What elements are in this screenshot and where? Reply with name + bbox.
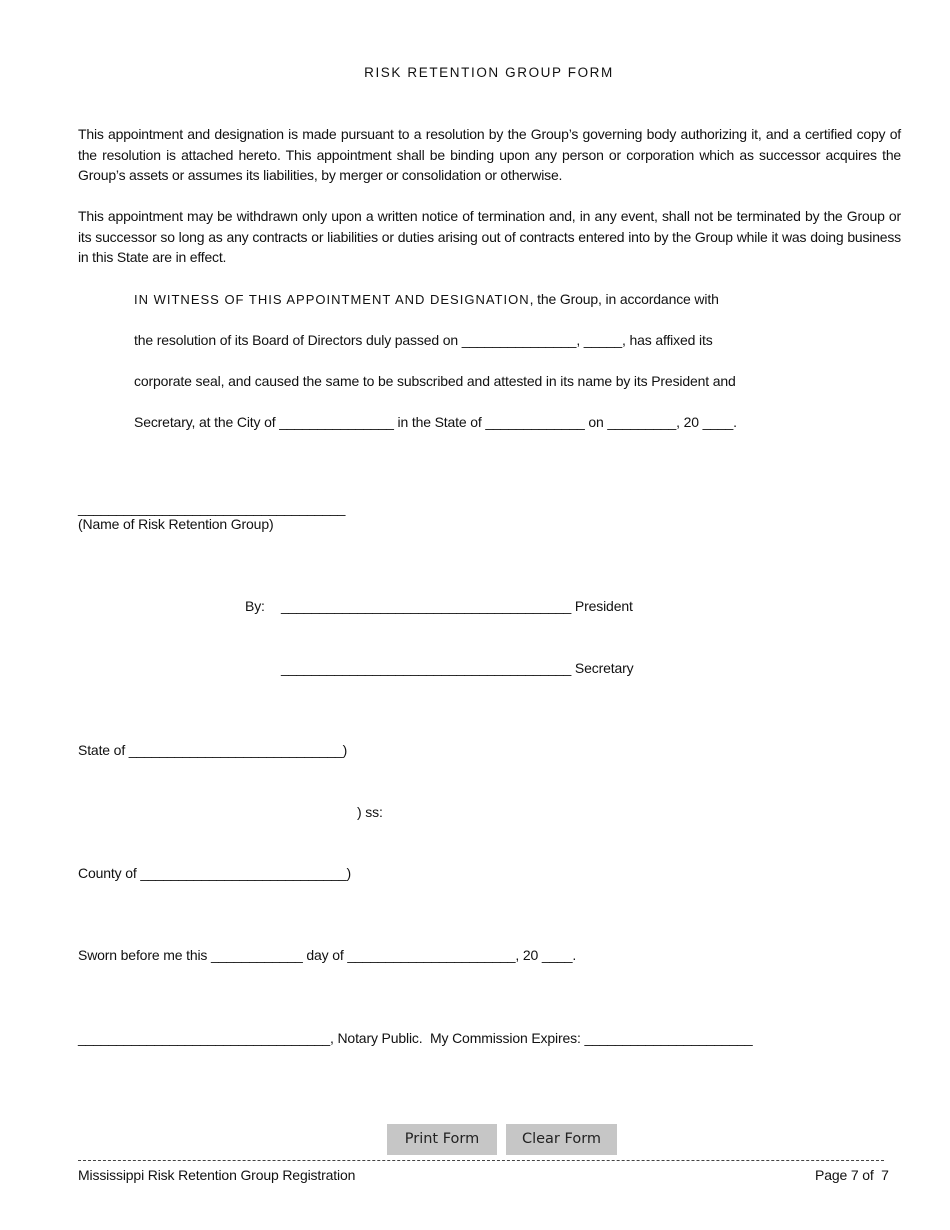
witness-line-1: [134, 290, 719, 309]
paragraph-withdrawal-terms: This appointment may be withdrawn only upon a written notice of termination and, in any event, shall not be terminated by the Group or its successor so long as any contracts or liabilities or duties arising out of contracts entered into by the Group while it was doing business in this State are in effect.: [78, 208, 901, 265]
sworn-before-line: Sworn before me this ____________ day of ______________________, 20 ____.: [78, 947, 577, 963]
president-signature-line: ______________________________________ President: [281, 598, 633, 614]
witness-line-1-rest: , the Group, in accordance with: [529, 291, 719, 307]
group-name-label: (Name of Risk Retention Group): [78, 516, 274, 532]
paragraph-appointment-basis: This appointment and designation is made pursuant to a resolution by the Group’s governing body authorizing it, and a certified copy of the resolution is attached hereto. This appointment shall be binding upon any person or corporation which as successor acquires the Group’s assets or assumes its liabilities, by merger or consolidation or otherwise.: [78, 126, 901, 183]
witness-line-3: corporate seal, and caused the same to be subscribed and attested in its name by its President and: [134, 373, 736, 389]
form-title: RISK RETENTION GROUP FORM: [364, 65, 614, 80]
notary-line: _________________________________, Notary Public. My Commission Expires: ______________________: [78, 1030, 753, 1046]
print-form-button[interactable]: Print Form: [387, 1124, 497, 1155]
footer-page-number: Page 7 of 7: [815, 1167, 889, 1183]
clear-form-button[interactable]: Clear Form: [506, 1124, 617, 1155]
witness-line-2: the resolution of its Board of Directors duly passed on _______________, _____, has affixed its: [134, 332, 713, 348]
by-label: By:: [245, 598, 265, 614]
state-of-line: State of ____________________________): [78, 742, 348, 758]
county-of-line: County of ___________________________): [78, 865, 352, 881]
footer-divider: [78, 1160, 884, 1161]
secretary-signature-line: ______________________________________ Secretary: [281, 660, 634, 676]
witness-line-4: Secretary, at the City of _______________ in the State of _____________ on _________, 20 ____.: [134, 414, 737, 430]
footer-title: Mississippi Risk Retention Group Registration: [78, 1167, 356, 1183]
ss-line: ) ss:: [357, 804, 383, 820]
witness-caps: IN WITNESS OF THIS APPOINTMENT AND DESIGNATION: [134, 292, 530, 307]
group-name-signature-line: ___________________________________: [78, 500, 346, 516]
